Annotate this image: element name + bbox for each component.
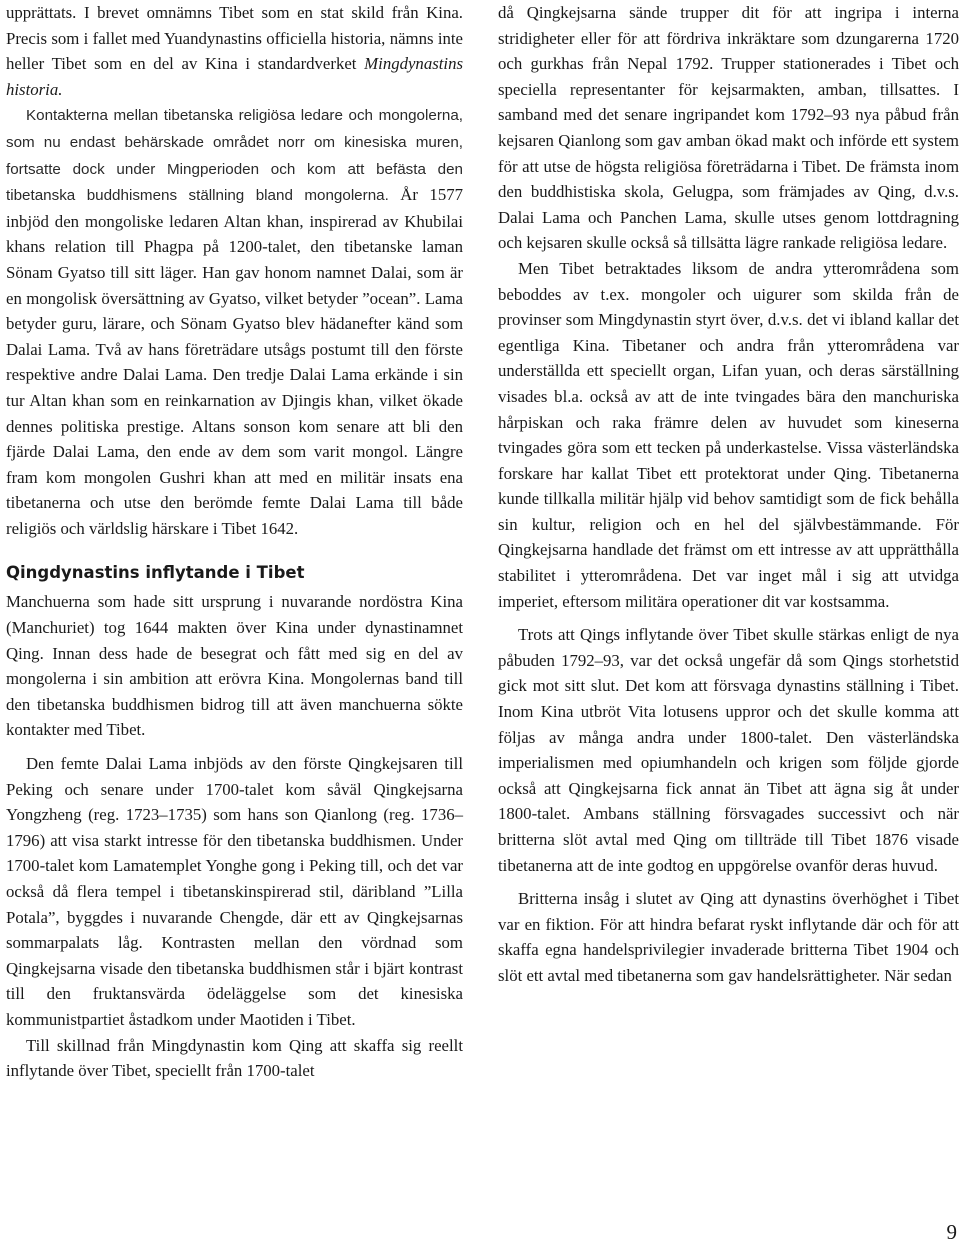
paragraph-mongol-contacts-sans: Kontakterna mellan tibetanska religiösa ledare och mongolerna, som nu endast behärskade området norr om kinesiska muren, fortsatte dock under Mingperioden och kom att befästa den tibetanska buddhismens ställning bland mongolerna. bbox=[6, 107, 463, 205]
paragraph-intro-text: upprättats. I brevet omnämns Tibet som en stat skild från Kina. Precis som i fallet med Yuandynastins officiella historia, nämns inte heller Tibet som en del av Kina i standardverket bbox=[6, 3, 463, 74]
paragraph-qing-troops: då Qingkejsarna sände trupper dit för att ingripa i interna stridigheter eller för att fördriva inkräktare som dzungarerna 1720 och gurkhas från Nepal 1792. Trupper stationerades i Tibet och speciella representanter för kejsarmakten, amban, tillsattes. I samband med det senare ingripandet kom 1792–93 nya påbud från kejsaren Qianlong som gav amban ökad makt och införde ett system för att utse de högsta religiösa företrädarna i Tibet. De främsta inom den buddhistiska skola, Gelugpa, som främjades av Qing, d.v.s. Dalai Lama och Panchen Lama, skulle utses genom lottdragning och kejsaren skulle också så tillsätta lägre rankade religiösa ledare. bbox=[498, 3, 959, 253]
book-title-italic: Mingdynastins historia. bbox=[6, 54, 463, 99]
paragraph-manchu-origin: Manchuerna som hade sitt ursprung i nuvarande nordöstra Kina (Manchuriet) tog 1644 makten över Kina under dynastinamnet Qing. Innan dess hade de besegrat och fått med sig en del av mongolerna i sin ambition att erövra Kina. Mongolernas band till den tibetanska buddhismen bidrog till att även manchuerna sökte kontakter med Tibet. bbox=[6, 592, 463, 740]
left-column bbox=[6, 0, 463, 1084]
right-column bbox=[498, 0, 959, 989]
paragraph-qing-decline: Trots att Qings inflytande över Tibet skulle stärkas enligt de nya påbuden 1792–93, var det också ungefär då som Qings storhetstid gick mot sitt slut. Det kom att försvaga dynastins ställning i Tibet. Inom Kina utbröt Vita lotusens uppror och det skulle komma att följas av många andra under 1800-talet. Den västerländska imperialismen med opiumhandeln och krigen som följde gjorde också att Qingkejsarna fick annat än Tibet att ägna sig åt under 1800-talet. Ambans ställning försvagades successivt och när britterna slöt avtal med Qing om tillträde till Tibet 1876 visade tibetanerna att de inte godtog en uppgörelse ovanför deras huvud. bbox=[498, 625, 959, 875]
paragraph-intro bbox=[6, 0, 463, 102]
paragraph-british: Britterna insåg i slutet av Qing att dynastins överhöghet i Tibet var en fiktion. För att hindra befarat ryskt inflytande där och för att skaffa egna handelsprivilegier invaderade britterna Tibet 1904 och slöt ett avtal med tibetanerna som gav handelsrättigheter. När sedan bbox=[498, 889, 959, 985]
paragraph-outer-regions: Men Tibet betraktades liksom de andra ytterområdena som beboddes av t.ex. mongoler och uigurer som skilda från de provinser som Mingdynastin styrt över, d.v.s. det vi ibland kallar det egentliga Kina. Tibetaner och andra från ytterområdena var underställda ett speciellt organ, Lifan yuan, och deras särställning visades bl.a. också av att de inte tvingades bära den manchuriska hårpiskan och raka främre delen av huvudet som kineserna tvingades göra som ett tecken på underkastelse. Vissa västerländska forskare har kallat Tibet ett protektorat under Qing. Tibetanerna kunde tillkalla militär hjälp vid behov samtidigt som de fick behålla sin kultur, religion och en hel del självbestämmande. För Qingkejsarna handlade det främst om ett intresse av att upprätthålla stabilitet i ytterområdena. Det var inget mål i sig att utvidga imperiet, eftersom militära operationer dit var kostsamma. bbox=[498, 258, 959, 611]
paragraph-qing-influence: Till skillnad från Mingdynastin kom Qing att skaffa sig reellt inflytande över Tibet, speciellt från 1700-talet bbox=[6, 1035, 463, 1081]
paragraph-fifth-dalai-lama: Den femte Dalai Lama inbjöds av den förste Qingkejsaren till Peking och senare under 1700-talet kom såväl Qingkejsarna Yongzheng (reg. 1723–1735) som hans son Qianlong (reg. 1736–1796) att visa starkt intresse för den tibetanska buddhismen. Under 1700-talet kom Lamatemplet Yonghe gong i Peking till, och det var också då flera tempel i tibetanskinspirerad stil, däribland ”Lilla Potala”, byggdes i nuvarande Chengde, där ett av Qingkejsarnas sommarpalats låg. Kontrasten mellan den vördnad som Qingkejsarna visade den tibetanska buddhismen står i bjärt kontrast till den fruktansvärda ödeläggelse som det kinesiska kommunistpartiet åstadkom under Maotiden i Tibet. bbox=[6, 754, 463, 1029]
paragraph-mongol-contacts bbox=[6, 102, 463, 541]
page-number: 9 bbox=[946, 1220, 957, 1244]
section-heading: Qingdynastins inflytande i Tibet bbox=[6, 563, 305, 583]
paragraph-mongol-contacts-serif: År 1577 inbjöd den mongoliske ledaren Altan khan, inspirerad av Khubilai khans relation till Phagpa på 1200-talet, den tibetanske laman Sönam Gyatso till sitt läger. Han gav honom namnet Dalai, som är en mongolisk översättning av Gyatso, vilket betyder ”ocean”. Lama betyder guru, lärare, och Sönam Gyatso blev hädanefter känd som Dalai Lama. Två av hans företrädare utsågs postumt till den förste respektive andre Dalai Lama. Den tredje Dalai Lama erkände i sin tur Altan khan som en reinkarnation av Djingis khan, vilket ökade dennes politiska prestige. Altans sonson kom senare att bli den fjärde Dalai Lama, den ende av dem som varit mongol. Längre fram kom mongolen Gushri khan att med en militär insats ena tibetanerna och utse den berömde femte Dalai Lama till både religiös och världslig härskare i Tibet 1642. bbox=[6, 185, 463, 538]
